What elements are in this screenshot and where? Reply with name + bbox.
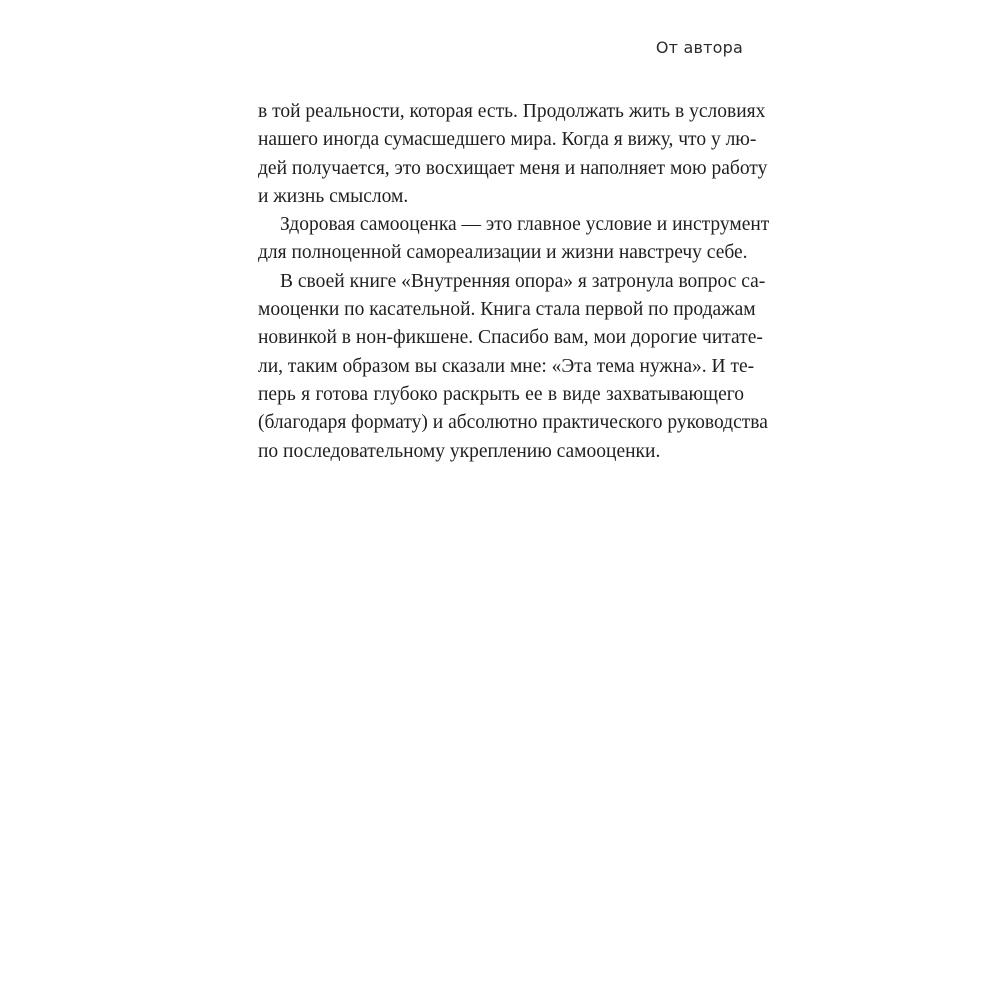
text-line: В своей книге «Внутренняя опора» я затронула вопрос са-: [280, 270, 766, 292]
paragraph: [258, 211, 770, 268]
paragraph: [258, 98, 768, 211]
body-text: [258, 98, 770, 466]
text-line: по последовательному укреплению самооценки.: [258, 440, 661, 462]
text-line: и жизнь смыслом.: [258, 185, 409, 207]
text-line: в той реальности, которая есть. Продолжать жить в условиях: [258, 101, 766, 122]
text-line: перь я готова глубоко раскрыть ее в виде захватывающего: [258, 383, 744, 405]
text-line: нашего иногда сумасшедшего мира. Когда я вижу, что у лю-: [258, 129, 757, 151]
text-line: для полноценной самореализации и жизни навстречу себе.: [258, 242, 748, 264]
paragraph: [258, 268, 768, 466]
running-head: От автора: [655, 38, 743, 57]
text-line: новинкой в нон-фикшене. Спасибо вам, мои дорогие читате-: [258, 327, 763, 349]
text-line: дей получается, это восхищает меня и наполняет мою работу: [258, 157, 768, 179]
text-line: мооценки по касательной. Книга стала первой по продажам: [258, 299, 756, 321]
text-line: Здоровая самооценка — это главное условие и инструмент: [280, 214, 770, 236]
text-line: ли, таким образом вы сказали мне: «Эта тема нужна». И те-: [258, 355, 755, 377]
text-line: (благодаря формату) и абсолютно практического руководства: [258, 412, 768, 434]
